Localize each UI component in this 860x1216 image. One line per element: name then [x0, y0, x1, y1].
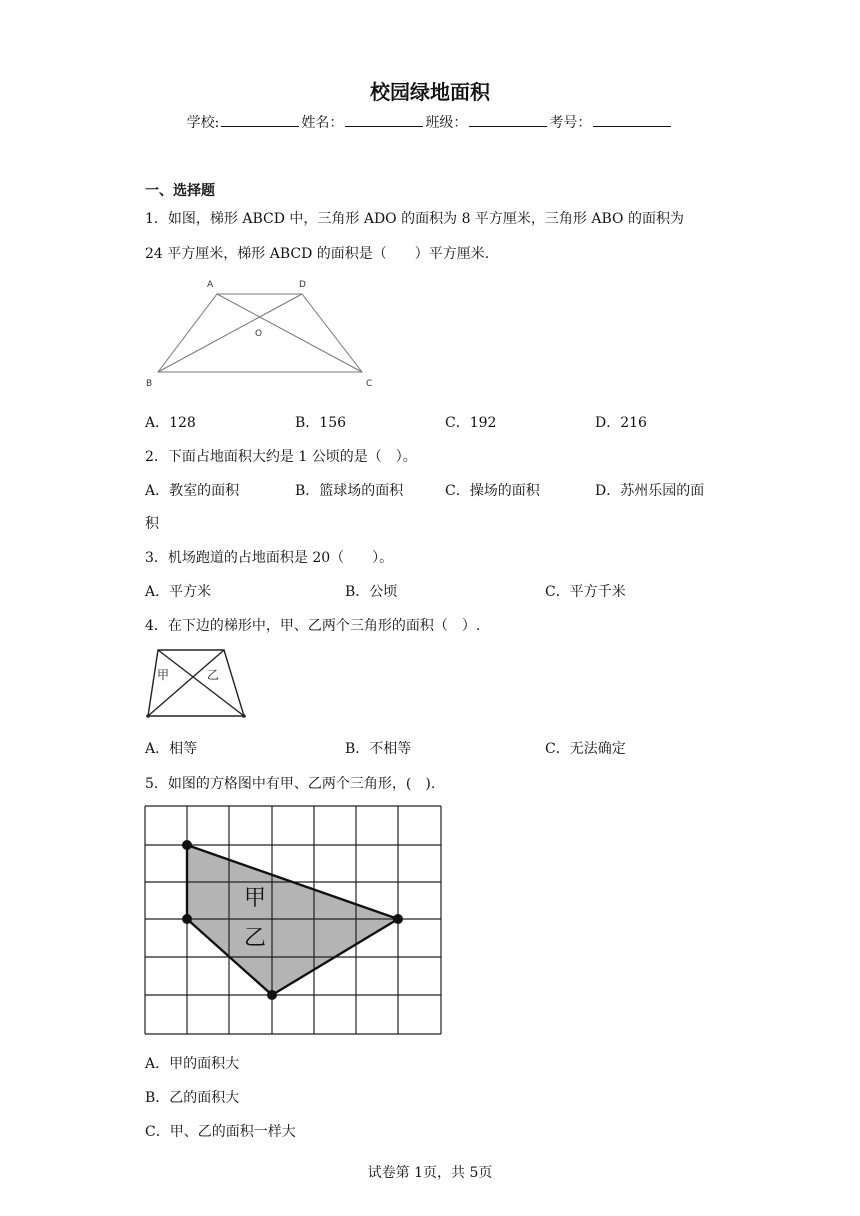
q1-text-line2: 24 平方厘米，梯形 ABCD 的面积是（ ）平方厘米.	[145, 246, 490, 262]
q5-label-jia: 甲	[244, 886, 267, 911]
q1-label-a: A	[207, 280, 214, 290]
q5-text: 5．如图的方格图中有甲、乙两个三角形，( ).	[145, 776, 436, 792]
q4-option-c[interactable]: C．无法确定	[545, 741, 626, 757]
q4-diagonal-2	[148, 650, 224, 716]
q2-option-d[interactable]: D．苏州乐园的面	[595, 483, 705, 499]
school-label: 学校:	[186, 115, 220, 131]
q1-label-d: D	[299, 280, 306, 290]
student-info-line	[0, 112, 860, 132]
q5-option-a[interactable]: A．甲的面积大	[145, 1056, 240, 1072]
q3-option-a[interactable]: A．平方米	[145, 584, 212, 600]
q2-option-d-wrap: 积	[145, 516, 159, 532]
class-blank	[469, 114, 547, 127]
q3-text: 3．机场跑道的占地面积是 20（ ）。	[145, 550, 394, 566]
q1-option-b[interactable]: B．156	[295, 415, 347, 431]
q1-label-o: O	[255, 329, 263, 339]
number-label: 考号：	[549, 115, 592, 131]
class-label: 班级：	[425, 115, 468, 131]
q4-trapezoid-figure	[140, 644, 250, 724]
q1-text-line1: 1．如图，梯形 ABCD 中，三角形 ADO 的面积为 8 平方厘米，三角形 ABO 的面积为	[145, 211, 684, 227]
q4-text: 4．在下边的梯形中，甲、乙两个三角形的面积（ ）.	[145, 618, 481, 634]
q1-option-c[interactable]: C．192	[445, 415, 497, 431]
q1-diagonal-bd	[158, 294, 302, 372]
q4-option-a[interactable]: A．相等	[145, 741, 198, 757]
name-blank	[345, 114, 423, 127]
q5-grid-figure	[144, 805, 446, 1037]
q1-diagonal-ac	[217, 294, 362, 372]
q4-label-yi: 乙	[207, 668, 220, 682]
q3-option-b[interactable]: B．公顷	[345, 584, 398, 600]
q1-trapezoid-figure	[140, 274, 380, 390]
q4-label-jia: 甲	[157, 668, 170, 682]
q2-text: 2．下面占地面积大约是 1 公顷的是（ ）。	[145, 449, 417, 465]
q1-option-a[interactable]: A．128	[145, 415, 196, 431]
school-blank	[221, 114, 299, 127]
section-heading: 一、选择题	[145, 183, 215, 199]
q4-trapezoid-outline	[148, 650, 244, 716]
q3-option-c[interactable]: C．平方千米	[545, 584, 626, 600]
q4-diagonal-1	[158, 650, 244, 716]
q1-label-c: C	[366, 379, 373, 389]
q2-option-b[interactable]: B．篮球场的面积	[295, 483, 404, 499]
q5-option-c[interactable]: C．甲、乙的面积一样大	[145, 1124, 296, 1140]
name-label: 姓名：	[301, 115, 344, 131]
q1-option-d[interactable]: D．216	[595, 415, 647, 431]
page-footer: 试卷第 1页，共 5页	[367, 1165, 493, 1181]
number-blank	[593, 114, 671, 127]
q5-label-yi: 乙	[244, 926, 267, 951]
page-title: 校园绿地面积	[370, 80, 490, 104]
q5-option-b[interactable]: B．乙的面积大	[145, 1090, 240, 1106]
q2-option-a[interactable]: A．教室的面积	[145, 483, 240, 499]
q2-option-c[interactable]: C．操场的面积	[445, 483, 540, 499]
q1-label-b: B	[146, 379, 153, 389]
q4-option-b[interactable]: B．不相等	[345, 741, 412, 757]
